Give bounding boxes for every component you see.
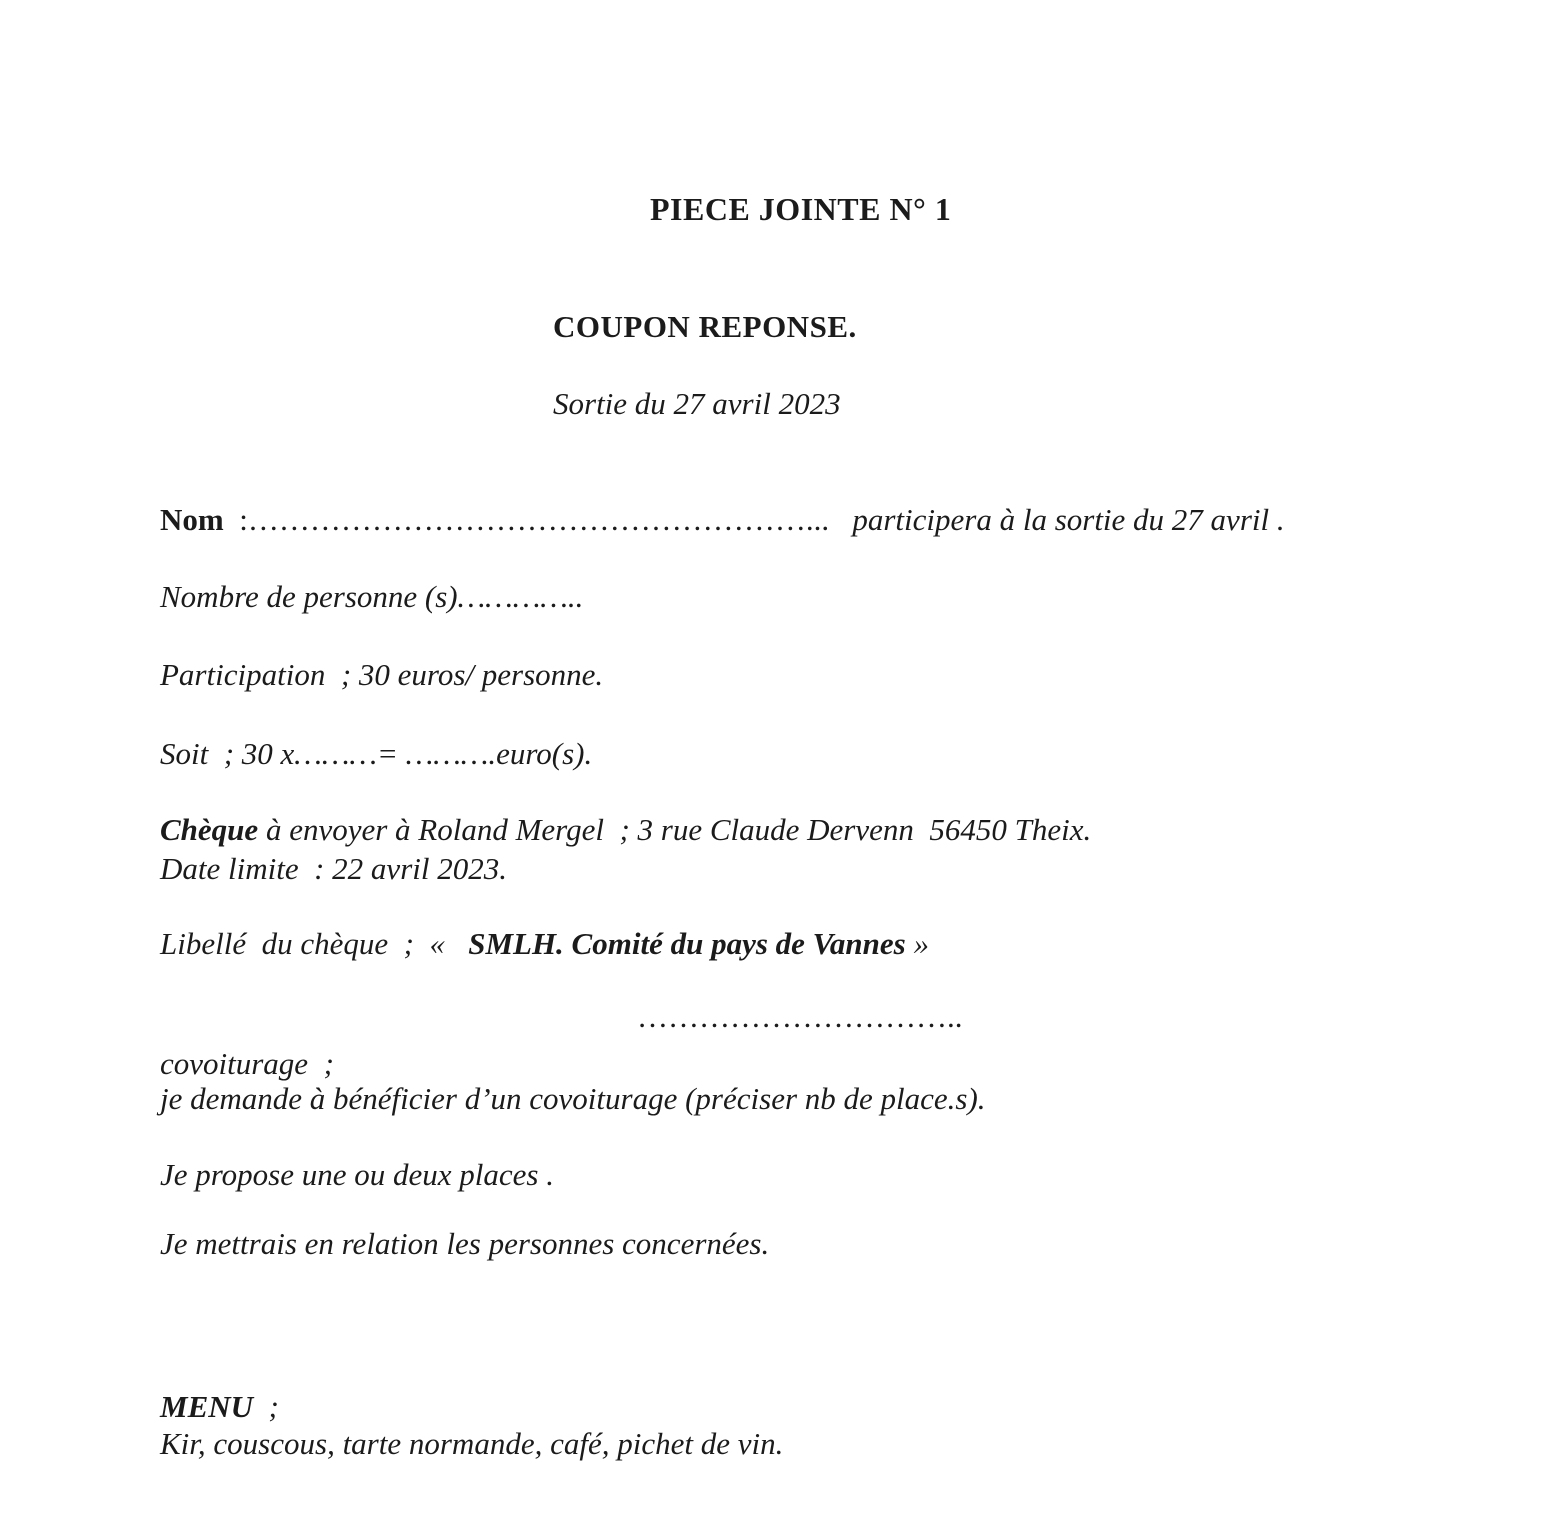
carpool-offer-line: Je propose une ou deux places . (160, 1157, 554, 1192)
name-line-suffix: participera à la sortie du 27 avril . (829, 502, 1285, 537)
cheque-address-text: à envoyer à Roland Mergel ; 3 rue Claude Dervenn 56450 Theix. (258, 812, 1092, 847)
menu-heading (160, 1387, 279, 1426)
payee-prefix: Libellé du chèque ; « (160, 926, 469, 961)
name-fill-in-line (160, 500, 1285, 539)
outing-date-line: Sortie du 27 avril 2023 (553, 386, 841, 421)
participation-fee-line: Participation ; 30 euros/ personne. (160, 657, 604, 692)
page-title: PIECE JOINTE N° 1 (650, 191, 952, 227)
name-label: Nom (160, 502, 224, 537)
cheque-payee-line (160, 924, 929, 963)
cheque-label: Chèque (160, 812, 259, 847)
total-calculation-line: Soit ; 30 x………= ……….euro(s). (160, 736, 593, 771)
payee-suffix: » (905, 926, 929, 961)
carpool-request-line: je demande à bénéficier d’un covoiturage (préciser nb de place.s). (160, 1081, 986, 1116)
carpool-contact-line: Je mettrais en relation les personnes concernées. (160, 1226, 770, 1261)
persons-count-line: Nombre de personne (s)………….. (160, 579, 584, 614)
carpool-heading: covoiturage ; (160, 1046, 334, 1081)
coupon-heading: COUPON REPONSE. (553, 309, 857, 344)
menu-items-line: Kir, couscous, tarte normande, café, pichet de vin. (160, 1426, 784, 1461)
cheque-instructions-line (160, 810, 1091, 849)
menu-label: MENU (160, 1389, 254, 1424)
deadline-line: Date limite : 22 avril 2023. (160, 851, 507, 886)
dotted-blank-line: ………………………….. (637, 999, 963, 1034)
menu-separator: ; (253, 1389, 279, 1424)
name-dotted-blank: :………………………………………………... (223, 502, 830, 537)
payee-name: SMLH. Comité du pays de Vannes (468, 926, 906, 961)
